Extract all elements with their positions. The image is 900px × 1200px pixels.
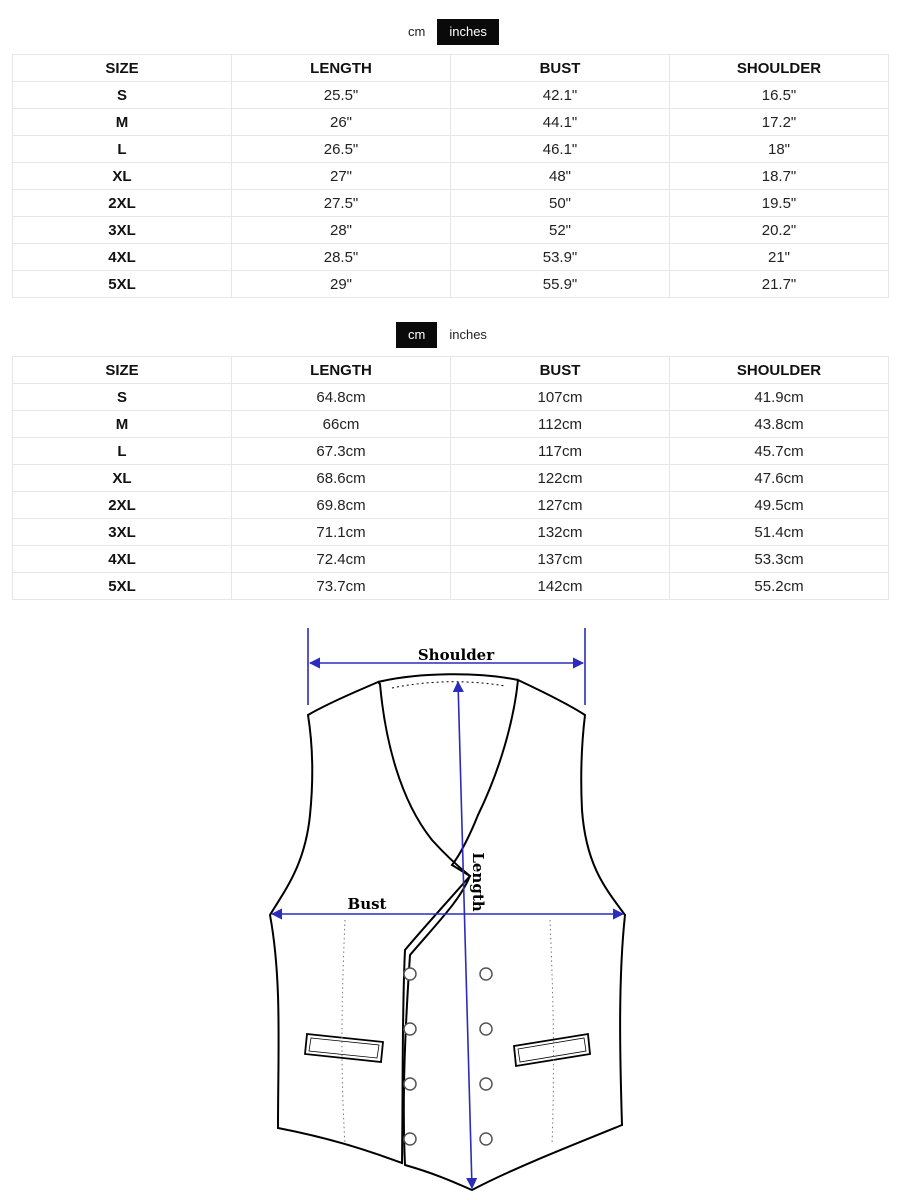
size-cell: L bbox=[13, 136, 232, 163]
vest-collar bbox=[378, 674, 518, 682]
size-cell: XL bbox=[13, 465, 232, 492]
bust-cell: 112cm bbox=[451, 411, 670, 438]
header-size: SIZE bbox=[13, 357, 232, 384]
size-cell: 2XL bbox=[13, 492, 232, 519]
bust-cell: 42.1" bbox=[451, 82, 670, 109]
table-header-row bbox=[13, 357, 889, 384]
vest-collar-stitch bbox=[392, 682, 505, 688]
header-length: LENGTH bbox=[232, 55, 451, 82]
bust-cell: 44.1" bbox=[451, 109, 670, 136]
table-row bbox=[13, 82, 889, 109]
vest-measurement-diagram bbox=[0, 610, 900, 1195]
shoulder-cell: 55.2cm bbox=[670, 573, 889, 600]
table-row bbox=[13, 217, 889, 244]
table-row bbox=[13, 109, 889, 136]
shoulder-label: Shoulder bbox=[417, 646, 495, 664]
table-row bbox=[13, 411, 889, 438]
length-label: Length bbox=[469, 852, 487, 912]
length-cell: 72.4cm bbox=[232, 546, 451, 573]
measurement-guides bbox=[272, 628, 623, 1188]
length-cell: 69.8cm bbox=[232, 492, 451, 519]
button-icon bbox=[480, 1023, 492, 1035]
unit-cm-tab[interactable]: cm bbox=[396, 322, 437, 348]
length-cell: 25.5" bbox=[232, 82, 451, 109]
table-row bbox=[13, 492, 889, 519]
table-row bbox=[13, 546, 889, 573]
table-row bbox=[13, 136, 889, 163]
bust-cell: 55.9" bbox=[451, 271, 670, 298]
size-cell: S bbox=[13, 384, 232, 411]
shoulder-cell: 49.5cm bbox=[670, 492, 889, 519]
vest-darts bbox=[342, 920, 554, 1145]
shoulder-cell: 18.7" bbox=[670, 163, 889, 190]
length-cell: 67.3cm bbox=[232, 438, 451, 465]
shoulder-cell: 41.9cm bbox=[670, 384, 889, 411]
button-icon bbox=[404, 1133, 416, 1145]
length-cell: 66cm bbox=[232, 411, 451, 438]
bust-cell: 53.9" bbox=[451, 244, 670, 271]
table-row bbox=[13, 465, 889, 492]
size-cell: M bbox=[13, 411, 232, 438]
bust-label: Bust bbox=[347, 895, 387, 913]
size-cell: XL bbox=[13, 163, 232, 190]
button-icon bbox=[480, 968, 492, 980]
vest-pockets bbox=[305, 1034, 590, 1066]
table-row bbox=[13, 244, 889, 271]
button-icon bbox=[480, 1133, 492, 1145]
table-row bbox=[13, 163, 889, 190]
bust-cell: 50" bbox=[451, 190, 670, 217]
table-row bbox=[13, 384, 889, 411]
bust-cell: 46.1" bbox=[451, 136, 670, 163]
button-icon bbox=[404, 968, 416, 980]
size-table-cm bbox=[12, 356, 889, 600]
vest-outline bbox=[270, 674, 625, 1190]
length-cell: 26" bbox=[232, 109, 451, 136]
table-row bbox=[13, 271, 889, 298]
shoulder-cell: 17.2" bbox=[670, 109, 889, 136]
vest-buttons bbox=[404, 968, 492, 1145]
bust-cell: 117cm bbox=[451, 438, 670, 465]
shoulder-cell: 16.5" bbox=[670, 82, 889, 109]
bust-cell: 122cm bbox=[451, 465, 670, 492]
bust-cell: 52" bbox=[451, 217, 670, 244]
length-measure-line bbox=[458, 682, 472, 1188]
header-shoulder: SHOULDER bbox=[670, 357, 889, 384]
bust-cell: 127cm bbox=[451, 492, 670, 519]
bust-cell: 132cm bbox=[451, 519, 670, 546]
length-cell: 26.5" bbox=[232, 136, 451, 163]
header-bust: BUST bbox=[451, 55, 670, 82]
shoulder-cell: 53.3cm bbox=[670, 546, 889, 573]
length-cell: 64.8cm bbox=[232, 384, 451, 411]
right-pocket-inner bbox=[518, 1038, 586, 1062]
table-row bbox=[13, 438, 889, 465]
header-shoulder: SHOULDER bbox=[670, 55, 889, 82]
shoulder-cell: 18" bbox=[670, 136, 889, 163]
length-cell: 28" bbox=[232, 217, 451, 244]
unit-inches-tab[interactable]: inches bbox=[449, 327, 487, 342]
bust-cell: 142cm bbox=[451, 573, 670, 600]
size-cell: 5XL bbox=[13, 573, 232, 600]
table-row bbox=[13, 519, 889, 546]
length-cell: 27.5" bbox=[232, 190, 451, 217]
size-cell: 3XL bbox=[13, 519, 232, 546]
vest-left-body bbox=[270, 682, 470, 1163]
size-table-inches bbox=[12, 54, 889, 298]
size-cell: S bbox=[13, 82, 232, 109]
size-cell: 5XL bbox=[13, 271, 232, 298]
shoulder-cell: 47.6cm bbox=[670, 465, 889, 492]
size-cell: 4XL bbox=[13, 546, 232, 573]
shoulder-cell: 21" bbox=[670, 244, 889, 271]
bust-cell: 137cm bbox=[451, 546, 670, 573]
shoulder-cell: 45.7cm bbox=[670, 438, 889, 465]
length-cell: 71.1cm bbox=[232, 519, 451, 546]
size-cell: M bbox=[13, 109, 232, 136]
button-icon bbox=[404, 1023, 416, 1035]
shoulder-cell: 20.2" bbox=[670, 217, 889, 244]
unit-toggle-top bbox=[396, 19, 499, 45]
bust-cell: 107cm bbox=[451, 384, 670, 411]
vest-right-body bbox=[404, 680, 625, 1190]
button-icon bbox=[480, 1078, 492, 1090]
size-cell: 4XL bbox=[13, 244, 232, 271]
header-size: SIZE bbox=[13, 55, 232, 82]
unit-toggle-bottom bbox=[396, 322, 499, 348]
header-length: LENGTH bbox=[232, 357, 451, 384]
length-cell: 27" bbox=[232, 163, 451, 190]
length-cell: 68.6cm bbox=[232, 465, 451, 492]
length-cell: 73.7cm bbox=[232, 573, 451, 600]
shoulder-cell: 43.8cm bbox=[670, 411, 889, 438]
length-cell: 28.5" bbox=[232, 244, 451, 271]
size-cell: 3XL bbox=[13, 217, 232, 244]
button-icon bbox=[404, 1078, 416, 1090]
unit-cm-tab[interactable]: cm bbox=[408, 24, 426, 39]
size-cell: L bbox=[13, 438, 232, 465]
shoulder-cell: 19.5" bbox=[670, 190, 889, 217]
shoulder-cell: 51.4cm bbox=[670, 519, 889, 546]
bust-cell: 48" bbox=[451, 163, 670, 190]
header-bust: BUST bbox=[451, 357, 670, 384]
table-row bbox=[13, 573, 889, 600]
length-cell: 29" bbox=[232, 271, 451, 298]
table-row bbox=[13, 190, 889, 217]
size-cell: 2XL bbox=[13, 190, 232, 217]
shoulder-cell: 21.7" bbox=[670, 271, 889, 298]
table-header-row bbox=[13, 55, 889, 82]
unit-inches-tab[interactable]: inches bbox=[437, 19, 499, 45]
